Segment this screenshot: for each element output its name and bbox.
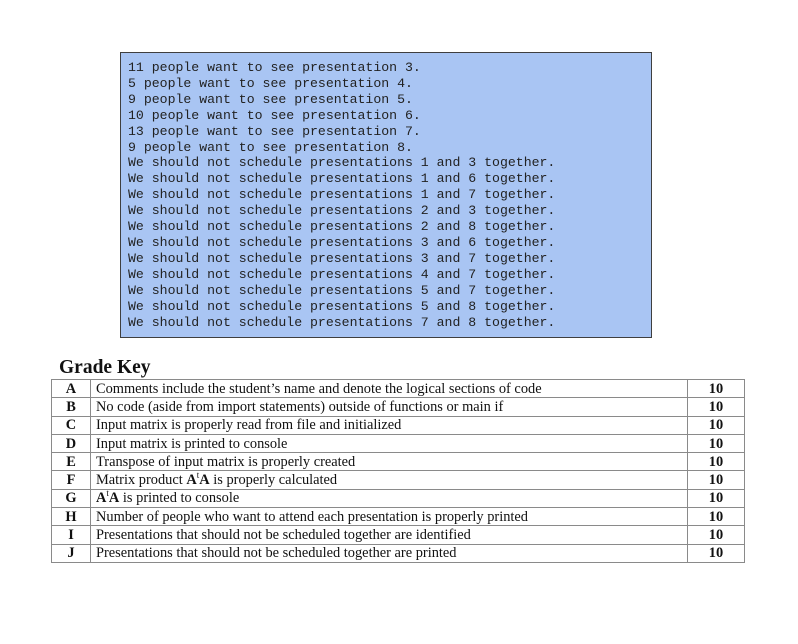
table-row: [52, 416, 745, 434]
row-description: [91, 489, 688, 507]
desc-text: Matrix product: [96, 472, 187, 489]
console-line: We should not schedule presentations 1 and 3 together.: [128, 155, 556, 171]
row-letter: A: [52, 380, 91, 398]
row-description: [91, 471, 688, 489]
console-line: We should not schedule presentations 2 and 3 together.: [128, 203, 556, 219]
console-line: We should not schedule presentations 1 and 7 together.: [128, 187, 556, 203]
row-points: 10: [688, 489, 745, 507]
console-line: 9 people want to see presentation 8.: [128, 139, 413, 155]
table-row: [52, 380, 745, 398]
console-line: 13 people want to see presentation 7.: [128, 123, 421, 139]
console-output-box: [120, 52, 652, 338]
matrix-symbol: A: [199, 472, 210, 489]
console-line: We should not schedule presentations 3 and 6 together.: [128, 234, 556, 250]
row-description: Presentations that should not be scheduled together are identified: [91, 526, 688, 544]
row-points: 10: [688, 398, 745, 416]
matrix-symbol: A: [108, 490, 120, 507]
row-letter: G: [52, 489, 91, 507]
grade-key-title: Grade Key: [59, 357, 151, 378]
console-line: We should not schedule presentations 7 and 8 together.: [128, 314, 556, 330]
row-description: Input matrix is printed to console: [91, 434, 688, 452]
desc-text: is properly calculated: [209, 472, 338, 489]
console-line: 9 people want to see presentation 5.: [128, 91, 413, 107]
row-points: 10: [688, 434, 745, 452]
row-description: Input matrix is properly read from file and initialized: [91, 416, 688, 434]
table-row: [52, 544, 745, 562]
row-points: 10: [688, 471, 745, 489]
transpose-superscript: t: [196, 470, 200, 481]
table-row: [52, 489, 745, 507]
console-line: We should not schedule presentations 5 and 8 together.: [128, 298, 556, 314]
row-points: 10: [688, 526, 745, 544]
row-letter: H: [52, 508, 91, 526]
desc-text: is printed to console: [119, 490, 240, 507]
table-row: [52, 471, 745, 489]
console-line: We should not schedule presentations 5 and 7 together.: [128, 282, 556, 298]
row-points: 10: [688, 416, 745, 434]
row-points: 10: [688, 544, 745, 562]
row-letter: B: [52, 398, 91, 416]
row-description: Comments include the student’s name and denote the logical sections of code: [91, 380, 688, 398]
console-line: We should not schedule presentations 2 and 8 together.: [128, 219, 556, 235]
row-letter: F: [52, 471, 91, 489]
row-points: 10: [688, 453, 745, 471]
row-letter: J: [52, 544, 91, 562]
matrix-symbol: A: [96, 490, 107, 507]
row-points: 10: [688, 508, 745, 526]
grade-key-table: [51, 379, 745, 563]
table-row: [52, 526, 745, 544]
table-row: [52, 508, 745, 526]
table-row: [52, 453, 745, 471]
table-row: [52, 398, 745, 416]
matrix-symbol: A: [186, 472, 197, 489]
row-letter: E: [52, 453, 91, 471]
row-points: 10: [688, 380, 745, 398]
row-description: Transpose of input matrix is properly created: [91, 453, 688, 471]
console-line: We should not schedule presentations 1 and 6 together.: [128, 171, 556, 187]
transpose-superscript: t: [106, 488, 109, 499]
console-line: 5 people want to see presentation 4.: [128, 75, 413, 91]
table-row: [52, 434, 745, 452]
row-letter: C: [52, 416, 91, 434]
row-letter: D: [52, 434, 91, 452]
console-line: 10 people want to see presentation 6.: [128, 107, 421, 123]
row-description: No code (aside from import statements) outside of functions or main if: [91, 398, 688, 416]
row-description: Presentations that should not be scheduled together are printed: [91, 544, 688, 562]
console-line: We should not schedule presentations 4 and 7 together.: [128, 266, 556, 282]
console-line: 11 people want to see presentation 3.: [128, 60, 421, 75]
row-letter: I: [52, 526, 91, 544]
console-line: We should not schedule presentations 3 and 7 together.: [128, 250, 556, 266]
row-description: Number of people who want to attend each presentation is properly printed: [91, 508, 688, 526]
